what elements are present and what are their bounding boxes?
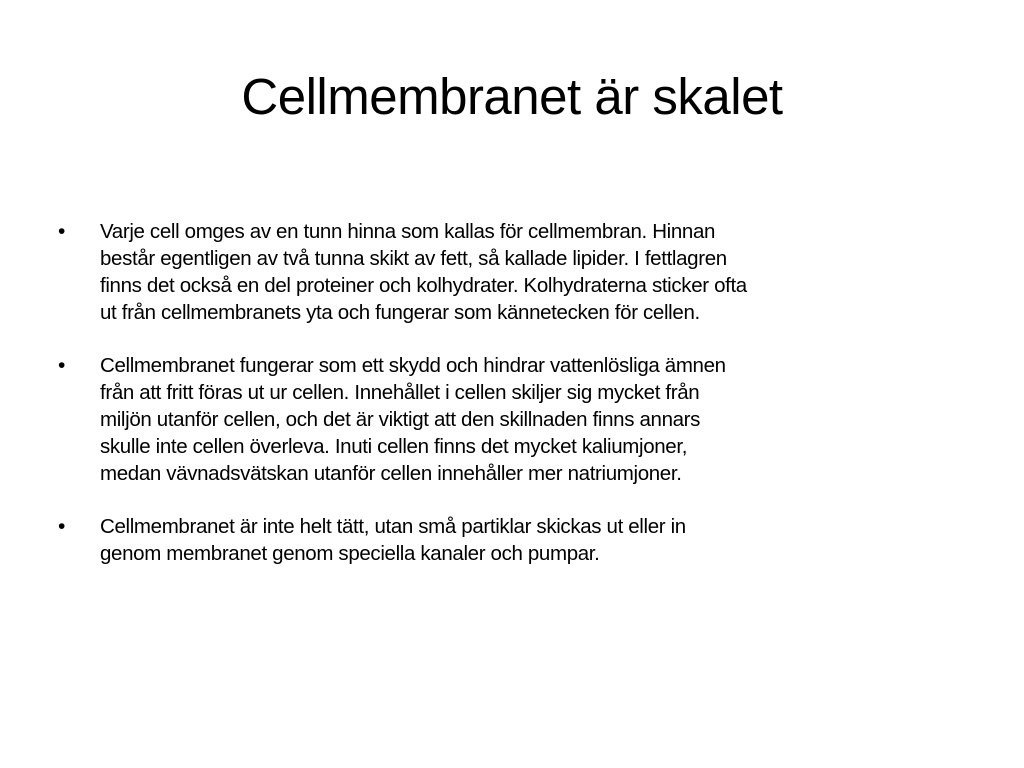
bullet-text-line: består egentligen av två tunna skikt av fett, så kallade lipider. I fettlagren (100, 247, 727, 270)
bullet-text-line: Varje cell omges av en tunn hinna som kallas för cellmembran. Hinnan (100, 220, 716, 243)
bullet-marker: • (58, 515, 66, 538)
bullet-text-line: finns det också en del proteiner och kolhydrater. Kolhydraterna sticker ofta (100, 274, 747, 297)
bullet-item-1 (56, 218, 996, 326)
bullet-item-3 (56, 513, 996, 567)
bullet-text-line: ut från cellmembranets yta och fungerar som kännetecken för cellen. (100, 301, 700, 324)
bullet-text-line: genom membranet genom speciella kanaler och pumpar. (100, 542, 600, 565)
bullet-text-line: skulle inte cellen överleva. Inuti cellen finns det mycket kaliumjoner, (100, 435, 688, 458)
bullet-text-line: Cellmembranet är inte helt tätt, utan små partiklar skickas ut eller in (100, 515, 686, 538)
bullet-item-2 (56, 352, 996, 487)
slide-title: Cellmembranet är skalet (241, 68, 783, 125)
bullet-marker: • (58, 220, 66, 243)
bullet-list (56, 218, 996, 593)
bullet-marker: • (58, 354, 66, 377)
bullet-text-line: från att fritt föras ut ur cellen. Innehållet i cellen skiljer sig mycket från (100, 381, 700, 404)
bullet-text-line: medan vävnadsvätskan utanför cellen innehåller mer natriumjoner. (100, 462, 682, 485)
bullet-text-line: Cellmembranet fungerar som ett skydd och hindrar vattenlösliga ämnen (100, 354, 726, 377)
bullet-text-line: miljön utanför cellen, och det är viktigt att den skillnaden finns annars (100, 408, 701, 431)
